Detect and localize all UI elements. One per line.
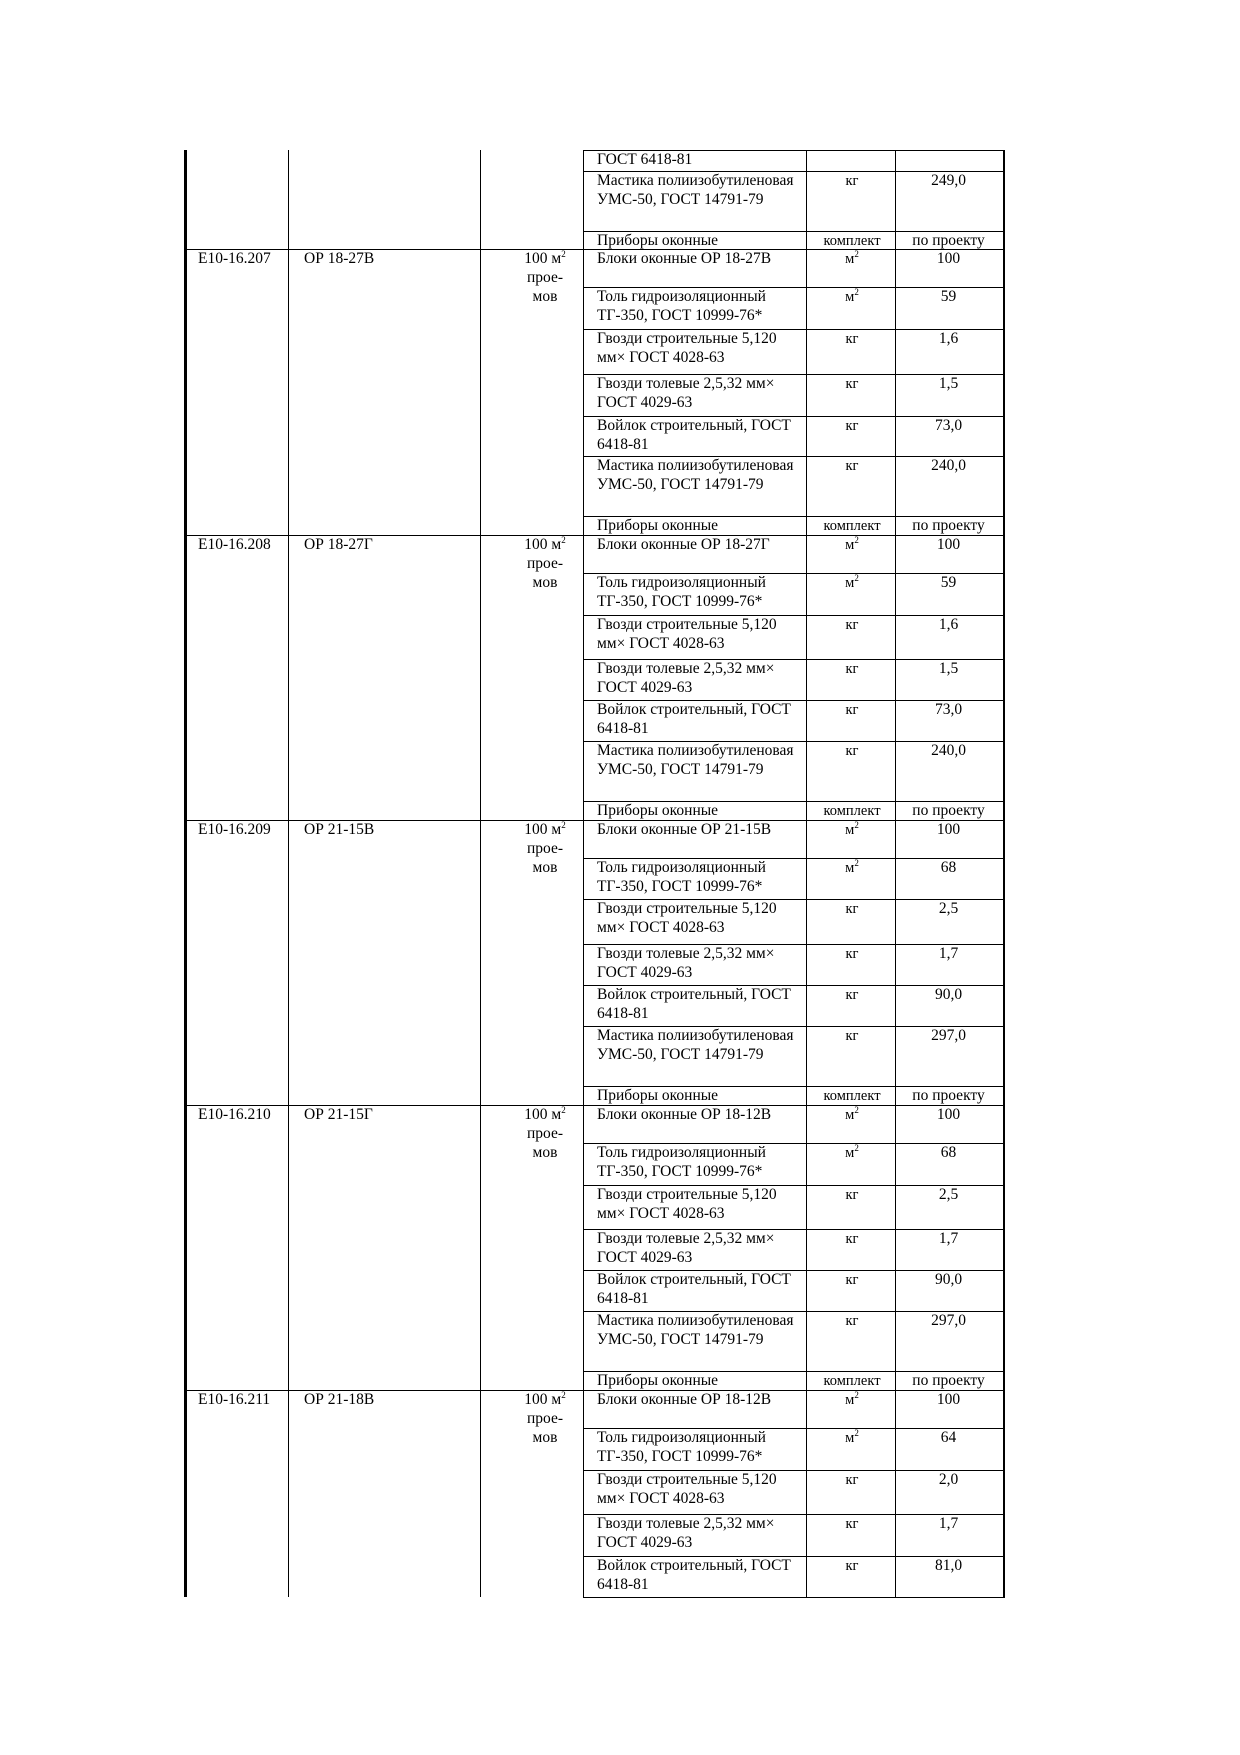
resource-unit: [808, 1230, 896, 1249]
resource-name-text: Мастика полиизобутиленовая УМС-50, ГОСТ 14791-79: [597, 742, 794, 778]
norm-unit-superscript: 2: [561, 1389, 566, 1400]
resource-name: [597, 1391, 807, 1410]
resource-name-text: Блоки оконные ОР 18-12В: [597, 1106, 772, 1123]
resource-name: [597, 1230, 807, 1267]
resource-name-text: Приборы оконные: [597, 1372, 719, 1389]
norm-code-text: Е10-16.211: [198, 1391, 271, 1408]
resource-unit: [808, 417, 896, 436]
resource-name: [597, 1106, 807, 1125]
resource-quantity: [896, 859, 1001, 878]
resource-unit: [808, 821, 896, 840]
resource-quantity-text: 100: [936, 1106, 961, 1123]
resource-unit-text: м: [845, 1430, 855, 1446]
resource-quantity: [896, 1372, 1001, 1391]
resource-unit: [808, 1515, 896, 1534]
resource-unit-text: кг: [845, 1516, 859, 1532]
norm-name: [304, 536, 474, 555]
resource-quantity-text: 2,5: [938, 900, 959, 917]
resource-name: [597, 1087, 807, 1106]
resource-quantity-text: 73,0: [934, 701, 963, 718]
resource-name-text: Толь гидроизоляционный ТГ-350, ГОСТ 10999-76*: [597, 288, 766, 324]
resource-quantity-text: 1,6: [938, 330, 959, 347]
norm-unit: [505, 250, 585, 269]
resource-unit: [808, 330, 896, 349]
norm-unit-continued: [505, 1429, 585, 1448]
resource-unit-superscript: 2: [854, 1428, 859, 1439]
resource-quantity-text: 90,0: [934, 1271, 963, 1288]
resource-unit: [808, 517, 896, 536]
resource-unit: [808, 1106, 896, 1125]
resource-unit: [808, 802, 896, 821]
norm-unit-continued-text: прое-: [526, 269, 564, 286]
norm-code: [198, 250, 288, 269]
resource-unit-text: м: [845, 575, 855, 591]
resource-name-text: Блоки оконные ОР 21-15В: [597, 821, 772, 838]
resource-quantity: [896, 821, 1001, 840]
norm-unit-continued-text: мов: [532, 1144, 558, 1161]
resource-name-text: Войлок строительный, ГОСТ 6418-81: [597, 417, 791, 453]
resource-name: [597, 701, 807, 738]
resource-unit: [808, 1372, 896, 1391]
resource-name-text: Приборы оконные: [597, 1087, 719, 1104]
resource-quantity-text: по проекту: [912, 802, 985, 819]
norm-name-text: ОР 21-18В: [304, 1391, 375, 1408]
resource-name-text: Мастика полиизобутиленовая УМС-50, ГОСТ 14791-79: [597, 1312, 794, 1348]
resource-name: [597, 232, 807, 251]
norm-unit-continued: [505, 1125, 585, 1144]
resource-name-text: Толь гидроизоляционный ТГ-350, ГОСТ 10999-76*: [597, 859, 766, 895]
resource-unit: [808, 742, 896, 761]
resource-name-text: Войлок строительный, ГОСТ 6418-81: [597, 701, 791, 737]
resource-name: [597, 1144, 807, 1181]
resource-name: [597, 151, 807, 170]
resource-name-text: Мастика полиизобутиленовая УМС-50, ГОСТ 14791-79: [597, 172, 794, 208]
resource-name: [597, 1372, 807, 1391]
resource-quantity-text: 73,0: [934, 417, 963, 434]
resource-unit: [808, 900, 896, 919]
resource-unit-text: м: [845, 289, 855, 305]
norm-unit: [505, 1106, 585, 1125]
resource-name-text: Гвозди строительные 5,120 мм× ГОСТ 4028-63: [597, 1471, 777, 1507]
resource-unit-text: кг: [845, 702, 859, 718]
resource-unit-text: кг: [845, 901, 859, 917]
resource-name: [597, 536, 807, 555]
resource-unit-superscript: 2: [854, 249, 859, 260]
resource-name-text: ГОСТ 6418-81: [597, 151, 693, 168]
resource-unit-text: м: [845, 251, 855, 267]
norm-unit-text: 100 м: [524, 250, 562, 267]
resource-quantity: [896, 172, 1001, 191]
resource-quantity: [896, 517, 1001, 536]
norm-unit-continued-text: мов: [532, 288, 558, 305]
resource-quantity-text: 100: [936, 1391, 961, 1408]
resource-unit-text: кг: [845, 418, 859, 434]
norm-unit-continued: [505, 859, 585, 878]
resource-unit: [808, 1312, 896, 1331]
norm-unit-continued-text: прое-: [526, 1125, 564, 1142]
resource-name-text: Гвозди толевые 2,5,32 мм× ГОСТ 4029-63: [597, 1515, 775, 1551]
resource-quantity-text: по проекту: [912, 232, 985, 249]
resource-unit: [808, 232, 896, 251]
resource-unit: [808, 1471, 896, 1490]
norm-name-text: ОР 18-27Г: [304, 536, 373, 553]
resource-name-text: Гвозди строительные 5,120 мм× ГОСТ 4028-63: [597, 1186, 777, 1222]
resource-name-text: Блоки оконные ОР 18-12В: [597, 1391, 772, 1408]
resource-quantity-text: 1,7: [938, 1515, 959, 1532]
resource-name: [597, 1027, 807, 1064]
resource-unit: [808, 1429, 896, 1448]
table-left-border: [184, 150, 187, 1597]
resource-quantity-text: 1,7: [938, 945, 959, 962]
resource-unit-text: м: [845, 1145, 855, 1161]
resource-unit-superscript: 2: [854, 858, 859, 869]
resource-name: [597, 172, 807, 209]
resource-unit-text: кг: [845, 1187, 859, 1203]
resource-name-text: Мастика полиизобутиленовая УМС-50, ГОСТ 14791-79: [597, 457, 794, 493]
resource-unit-text: кг: [845, 946, 859, 962]
resource-name: [597, 900, 807, 937]
resource-name: [597, 802, 807, 821]
resource-name: [597, 375, 807, 412]
resource-unit: [808, 660, 896, 679]
resource-quantity-text: 240,0: [931, 457, 966, 474]
resource-name: [597, 1557, 807, 1594]
resource-unit-superscript: 2: [854, 1390, 859, 1401]
resource-quantity: [896, 1186, 1001, 1205]
resource-unit-text: кг: [845, 1313, 859, 1329]
resource-unit-text: кг: [845, 1231, 859, 1247]
norm-name-text: ОР 18-27В: [304, 250, 375, 267]
resource-quantity-text: 68: [940, 859, 957, 876]
norm-unit-continued-text: прое-: [526, 555, 564, 572]
resource-unit-text: кг: [845, 1472, 859, 1488]
norm-name-text: ОР 21-15В: [304, 821, 375, 838]
resource-quantity: [896, 945, 1001, 964]
resource-quantity-text: 100: [936, 250, 961, 267]
resource-quantity-text: 100: [936, 536, 961, 553]
resource-quantity: [896, 1557, 1001, 1576]
norm-code: [198, 1391, 288, 1410]
norm-unit-text: 100 м: [524, 536, 562, 553]
resource-quantity-text: 2,0: [938, 1471, 959, 1488]
resource-name-text: Мастика полиизобутиленовая УМС-50, ГОСТ 14791-79: [597, 1027, 794, 1063]
norm-unit-superscript: 2: [561, 534, 566, 545]
resource-name-text: Гвозди строительные 5,120 мм× ГОСТ 4028-63: [597, 900, 777, 936]
resource-quantity: [896, 1230, 1001, 1249]
norm-unit: [505, 821, 585, 840]
norm-unit-continued: [505, 574, 585, 593]
resource-name-text: Приборы оконные: [597, 517, 719, 534]
resource-unit-text: м: [845, 822, 855, 838]
resource-name-text: Толь гидроизоляционный ТГ-350, ГОСТ 10999-76*: [597, 1429, 766, 1465]
resource-unit-text: м: [845, 860, 855, 876]
resource-unit-text: кг: [845, 1028, 859, 1044]
resource-quantity-text: 249,0: [931, 172, 966, 189]
resource-name-text: Толь гидроизоляционный ТГ-350, ГОСТ 10999-76*: [597, 1144, 766, 1180]
norm-unit: [505, 1391, 585, 1410]
resource-quantity: [896, 1429, 1001, 1448]
resource-name: [597, 457, 807, 494]
resource-unit-text: комплект: [823, 233, 881, 249]
resource-quantity: [896, 288, 1001, 307]
col-divider-name: [480, 150, 481, 1597]
resource-quantity-text: 297,0: [931, 1312, 966, 1329]
resource-quantity: [896, 1471, 1001, 1490]
resource-name: [597, 1271, 807, 1308]
resource-quantity-text: 297,0: [931, 1027, 966, 1044]
resource-unit: [808, 616, 896, 635]
resource-name: [597, 417, 807, 454]
resource-quantity: [896, 1312, 1001, 1331]
resource-name: [597, 859, 807, 896]
norm-unit-continued-text: прое-: [526, 840, 564, 857]
resource-unit: [808, 986, 896, 1005]
resource-quantity: [896, 900, 1001, 919]
resource-quantity: [896, 1027, 1001, 1046]
resource-quantity: [896, 375, 1001, 394]
norm-code-text: Е10-16.207: [198, 250, 271, 267]
resource-unit-superscript: 2: [854, 820, 859, 831]
resource-name-text: Блоки оконные ОР 18-27В: [597, 250, 772, 267]
resource-quantity: [896, 742, 1001, 761]
resource-unit-text: м: [845, 1392, 855, 1408]
resource-name-text: Толь гидроизоляционный ТГ-350, ГОСТ 10999-76*: [597, 574, 766, 610]
norm-unit-text: 100 м: [524, 821, 562, 838]
resource-name: [597, 945, 807, 982]
resource-quantity-text: 240,0: [931, 742, 966, 759]
resource-name-text: Войлок строительный, ГОСТ 6418-81: [597, 1271, 791, 1307]
norm-unit-superscript: 2: [561, 248, 566, 259]
resource-unit-text: кг: [845, 173, 859, 189]
resource-quantity: [896, 1144, 1001, 1163]
resource-name-text: Приборы оконные: [597, 232, 719, 249]
resource-quantity: [896, 660, 1001, 679]
norm-name: [304, 1106, 474, 1125]
norm-name: [304, 250, 474, 269]
resource-name-text: Гвозди строительные 5,120 мм× ГОСТ 4028-63: [597, 616, 777, 652]
table-right-border: [1003, 150, 1005, 1597]
resource-quantity: [896, 417, 1001, 436]
resource-quantity-text: 1,7: [938, 1230, 959, 1247]
norm-unit-continued: [505, 269, 585, 288]
norm-unit-continued-text: прое-: [526, 1410, 564, 1427]
resource-quantity: [896, 1515, 1001, 1534]
norm-code-text: Е10-16.209: [198, 821, 271, 838]
resource-quantity: [896, 1271, 1001, 1290]
resource-quantity: [896, 457, 1001, 476]
resource-quantity-text: 64: [940, 1429, 957, 1446]
norm-name: [304, 1391, 474, 1410]
resource-quantity-text: 59: [940, 288, 957, 305]
resource-unit-superscript: 2: [854, 573, 859, 584]
resource-unit: [808, 375, 896, 394]
resource-name: [597, 517, 807, 536]
resource-unit-superscript: 2: [854, 1143, 859, 1154]
norm-code: [198, 1106, 288, 1125]
norm-unit-continued-text: мов: [532, 1429, 558, 1446]
resource-quantity: [896, 1087, 1001, 1106]
resource-unit: [808, 1271, 896, 1290]
resource-unit: [808, 457, 896, 476]
norm-unit-continued: [505, 1144, 585, 1163]
resource-unit-superscript: 2: [854, 535, 859, 546]
resource-name: [597, 660, 807, 697]
resource-name-text: Гвозди толевые 2,5,32 мм× ГОСТ 4029-63: [597, 945, 775, 981]
resource-quantity-text: 2,5: [938, 1186, 959, 1203]
resource-unit-text: кг: [845, 1558, 859, 1574]
resource-name: [597, 250, 807, 269]
col-divider-code: [288, 150, 289, 1597]
resource-unit: [808, 1186, 896, 1205]
resource-quantity-text: по проекту: [912, 1087, 985, 1104]
resource-quantity: [896, 536, 1001, 555]
resource-unit: [808, 574, 896, 593]
resource-unit: [808, 1557, 896, 1576]
norm-code-text: Е10-16.208: [198, 536, 271, 553]
resource-name-text: Гвозди толевые 2,5,32 мм× ГОСТ 4029-63: [597, 1230, 775, 1266]
resource-unit-text: кг: [845, 1272, 859, 1288]
norm-code: [198, 821, 288, 840]
norm-unit-continued: [505, 555, 585, 574]
resource-unit-text: кг: [845, 331, 859, 347]
resource-unit-text: кг: [845, 458, 859, 474]
resource-unit: [808, 250, 896, 269]
resource-quantity: [896, 701, 1001, 720]
resource-quantity: [896, 1106, 1001, 1125]
resource-unit: [808, 859, 896, 878]
resource-unit: [808, 172, 896, 191]
resource-name-text: Войлок строительный, ГОСТ 6418-81: [597, 986, 791, 1022]
resource-unit: [808, 1144, 896, 1163]
resource-quantity: [896, 232, 1001, 251]
resource-unit-superscript: 2: [854, 1105, 859, 1116]
resource-unit: [808, 1391, 896, 1410]
resource-name: [597, 574, 807, 611]
resource-quantity-text: 68: [940, 1144, 957, 1161]
norm-name-text: ОР 21-15Г: [304, 1106, 373, 1123]
resource-unit-superscript: 2: [854, 287, 859, 298]
resource-quantity: [896, 574, 1001, 593]
resource-name-text: Гвозди толевые 2,5,32 мм× ГОСТ 4029-63: [597, 375, 775, 411]
resource-name-text: Приборы оконные: [597, 802, 719, 819]
norm-unit-text: 100 м: [524, 1391, 562, 1408]
resource-quantity-text: 90,0: [934, 986, 963, 1003]
norm-unit-continued: [505, 840, 585, 859]
resource-name: [597, 821, 807, 840]
resource-unit-text: комплект: [823, 518, 881, 534]
resource-quantity: [896, 250, 1001, 269]
resource-quantity: [896, 1391, 1001, 1410]
norm-name: [304, 821, 474, 840]
norm-unit-superscript: 2: [561, 819, 566, 830]
resource-quantity-text: 1,6: [938, 616, 959, 633]
resource-name: [597, 986, 807, 1023]
resource-unit-text: кг: [845, 376, 859, 392]
resource-name: [597, 1186, 807, 1223]
resource-quantity-text: 100: [936, 821, 961, 838]
resource-unit-text: комплект: [823, 1373, 881, 1389]
resource-name-text: Блоки оконные ОР 18-27Г: [597, 536, 770, 553]
norm-unit-continued: [505, 288, 585, 307]
resource-unit-text: м: [845, 537, 855, 553]
resource-name: [597, 288, 807, 325]
row-border: [583, 1597, 1005, 1598]
resource-unit-text: м: [845, 1107, 855, 1123]
resource-name: [597, 742, 807, 779]
resource-unit: [808, 536, 896, 555]
norm-unit-text: 100 м: [524, 1106, 562, 1123]
resource-unit: [808, 288, 896, 307]
resource-unit-text: кг: [845, 987, 859, 1003]
norm-unit: [505, 536, 585, 555]
resource-quantity-text: по проекту: [912, 517, 985, 534]
norm-unit-continued-text: мов: [532, 859, 558, 876]
resource-unit: [808, 945, 896, 964]
resource-quantity: [896, 986, 1001, 1005]
resource-unit-text: кг: [845, 661, 859, 677]
norm-code-text: Е10-16.210: [198, 1106, 271, 1123]
resource-unit: [808, 701, 896, 720]
resource-unit-text: кг: [845, 743, 859, 759]
resource-name: [597, 1312, 807, 1349]
resource-name: [597, 1429, 807, 1466]
resource-unit: [808, 1027, 896, 1046]
resource-quantity-text: 1,5: [938, 660, 959, 677]
resource-unit-text: кг: [845, 617, 859, 633]
resource-quantity: [896, 330, 1001, 349]
norm-code: [198, 536, 288, 555]
resource-quantity-text: 1,5: [938, 375, 959, 392]
resource-name: [597, 1471, 807, 1508]
resource-unit-text: комплект: [823, 1088, 881, 1104]
resource-name: [597, 616, 807, 653]
resource-name: [597, 1515, 807, 1552]
resource-unit: [808, 1087, 896, 1106]
resource-name-text: Войлок строительный, ГОСТ 6418-81: [597, 1557, 791, 1593]
norm-unit-superscript: 2: [561, 1104, 566, 1115]
resource-quantity-text: по проекту: [912, 1372, 985, 1389]
resource-unit-text: комплект: [823, 803, 881, 819]
resource-name: [597, 330, 807, 367]
resource-quantity-text: 59: [940, 574, 957, 591]
resource-name-text: Гвозди строительные 5,120 мм× ГОСТ 4028-63: [597, 330, 777, 366]
norm-unit-continued: [505, 1410, 585, 1429]
resource-quantity-text: 81,0: [934, 1557, 963, 1574]
resource-quantity: [896, 802, 1001, 821]
norm-unit-continued-text: мов: [532, 574, 558, 591]
resource-name-text: Гвозди толевые 2,5,32 мм× ГОСТ 4029-63: [597, 660, 775, 696]
resource-quantity: [896, 616, 1001, 635]
